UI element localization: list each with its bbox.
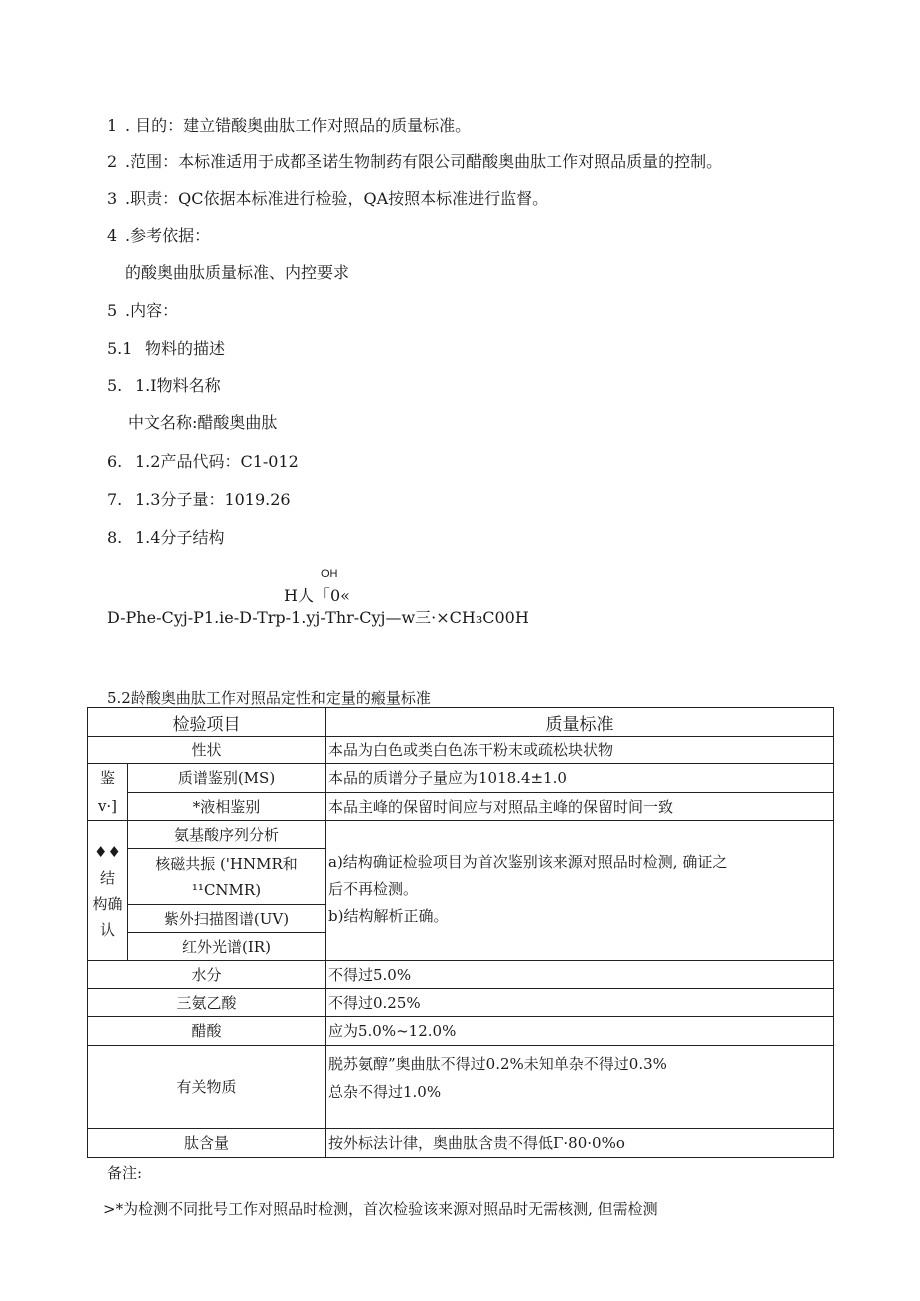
- formula-oh: OH: [321, 568, 338, 580]
- section-number: 1: [107, 116, 118, 135]
- section-molecular-weight: [107, 490, 291, 510]
- standard-tfa: 不得过0.25%: [326, 989, 834, 1017]
- header-item: 检验项目: [88, 708, 326, 737]
- standard-related: [326, 1046, 834, 1129]
- section-text: 1.2产品代码：C1-012: [135, 452, 299, 471]
- item-nmr: [128, 849, 326, 905]
- section-4-basis: [125, 263, 349, 283]
- item-ir: 红外光谱(IR): [128, 933, 326, 961]
- table-header-row: [88, 708, 834, 737]
- table-row: [88, 961, 834, 989]
- section-1: [107, 116, 471, 136]
- standard-lc: 本品主峰的保留时间应与对照品主峰的保留时间一致: [326, 793, 834, 821]
- group-structure-a: ♦♦结: [94, 842, 121, 887]
- group-structure-c: 认: [99, 920, 115, 939]
- section-text: 物料的描述: [145, 339, 226, 358]
- standard-structure-c: b)结构解析正确。: [328, 907, 449, 925]
- standard-acetic: 应为5.0%~12.0%: [326, 1017, 834, 1046]
- section-text: .职责：QC依据本标准进行检验，QA按照本标准进行监督。: [125, 189, 549, 208]
- group-structure-b: 构确: [92, 894, 123, 913]
- group-identification-a: 鉴: [99, 769, 115, 787]
- table-row: [88, 989, 834, 1017]
- group-identification: [88, 764, 128, 821]
- item-lc: *液相鉴别: [128, 793, 326, 821]
- remarks-label: 备注:: [107, 1164, 143, 1182]
- section-number: 5: [107, 301, 118, 320]
- section-product-code: [107, 452, 299, 472]
- item-tfa: 三氨乙酸: [88, 989, 326, 1017]
- section-number: 5.1: [107, 339, 133, 358]
- section-text: 1.3分子量：1019.26: [135, 490, 291, 509]
- group-structure: [88, 821, 128, 961]
- section-text: 1.I物料名称: [135, 376, 221, 395]
- header-standard: 质量标准: [326, 708, 834, 737]
- section-3: [107, 189, 548, 209]
- section-number: 7.: [107, 490, 123, 509]
- item-nmr-b: ¹¹CNMR): [191, 880, 262, 899]
- formula-main-line: D-Phe-Cyj-P1.ie-D-Trp-1.yj-Thr-Cyj—w三·×CH₃C00H: [107, 608, 529, 627]
- section-5-1: [107, 339, 225, 359]
- section-text: 的酸奥曲肽质量标准、内控要求: [125, 263, 350, 282]
- section-text: 1.4分子结构: [135, 528, 225, 547]
- section-number: 3: [107, 189, 118, 208]
- table-row: [88, 821, 834, 849]
- standard-water: 不得过5.0%: [326, 961, 834, 989]
- standard-structure-b: 后不再检测。: [328, 880, 419, 898]
- standard-structure: [326, 821, 834, 961]
- table-row: [88, 1017, 834, 1046]
- standard-ms: 本品的质谱分子量应为1018.4±1.0: [326, 764, 834, 793]
- table-row: [88, 793, 834, 821]
- standard-related-b: 总杂不得过1.0%: [328, 1083, 442, 1101]
- table-row: [88, 1129, 834, 1158]
- table-row: [88, 1046, 834, 1129]
- item-ms: 质谱鉴别(MS): [128, 764, 326, 793]
- quality-standard-table: [87, 707, 834, 1158]
- section-text: .参考依据：: [125, 226, 211, 245]
- section-number: 4: [107, 226, 118, 245]
- section-5-1-1: [107, 376, 221, 396]
- standard-appearance: 本品为白色或类白色冻干粉末或疏松块状物: [326, 737, 834, 764]
- chinese-name: [128, 413, 277, 433]
- item-uv: 紫外扫描图谱(UV): [128, 905, 326, 933]
- item-peptide: 肽含量: [88, 1129, 326, 1158]
- section-text: .内容：: [125, 301, 179, 320]
- section-molecular-structure: [107, 528, 224, 548]
- item-water: 水分: [88, 961, 326, 989]
- remarks-text: >*为检测不同批号工作对照品时检测，首次检验该来源对照品时无需核测, 但需检测: [103, 1200, 658, 1218]
- formula-top-line: H人「0«: [284, 586, 350, 605]
- section-number: 6.: [107, 452, 123, 471]
- group-identification-b: v·]: [97, 797, 118, 815]
- item-related: 有关物质: [88, 1046, 326, 1129]
- item-appearance: 性状: [88, 737, 326, 764]
- section-5: [107, 301, 178, 321]
- section-text: 中文名称:醋酸奥曲肽: [128, 413, 278, 432]
- section-number: 8.: [107, 528, 123, 547]
- item-nmr-a: 核磁共振 ('HNMR和: [155, 854, 298, 873]
- section-number: 2: [107, 152, 118, 171]
- standard-structure-a: a)结构确证检验项目为首次鉴别该来源对照品时检测, 确证之: [328, 853, 728, 871]
- section-number: 5.: [107, 376, 123, 395]
- standard-peptide: 按外标法计律，奥曲肽含贵不得低Γ·80·0%o: [326, 1129, 834, 1158]
- table-title: 5.2龄酸奥曲肽工作对照品定性和定量的瘢量标准: [107, 689, 431, 707]
- item-aa: 氨基酸序列分析: [128, 821, 326, 849]
- table-row: [88, 737, 834, 764]
- section-4: [107, 226, 210, 246]
- section-text: .范围：本标准适用于成都圣诺生物制药有限公司醋酸奥曲肽工作对照品质量的控制。: [125, 152, 723, 171]
- table-row: [88, 764, 834, 793]
- section-2: [107, 152, 722, 172]
- item-acetic: 醋酸: [88, 1017, 326, 1046]
- section-text: . 目的：建立错酸奥曲肽工作对照品的质量标准。: [125, 116, 472, 135]
- standard-related-a: 脱苏氨醇”奥曲肽不得过0.2%未知单杂不得过0.3%: [328, 1055, 667, 1073]
